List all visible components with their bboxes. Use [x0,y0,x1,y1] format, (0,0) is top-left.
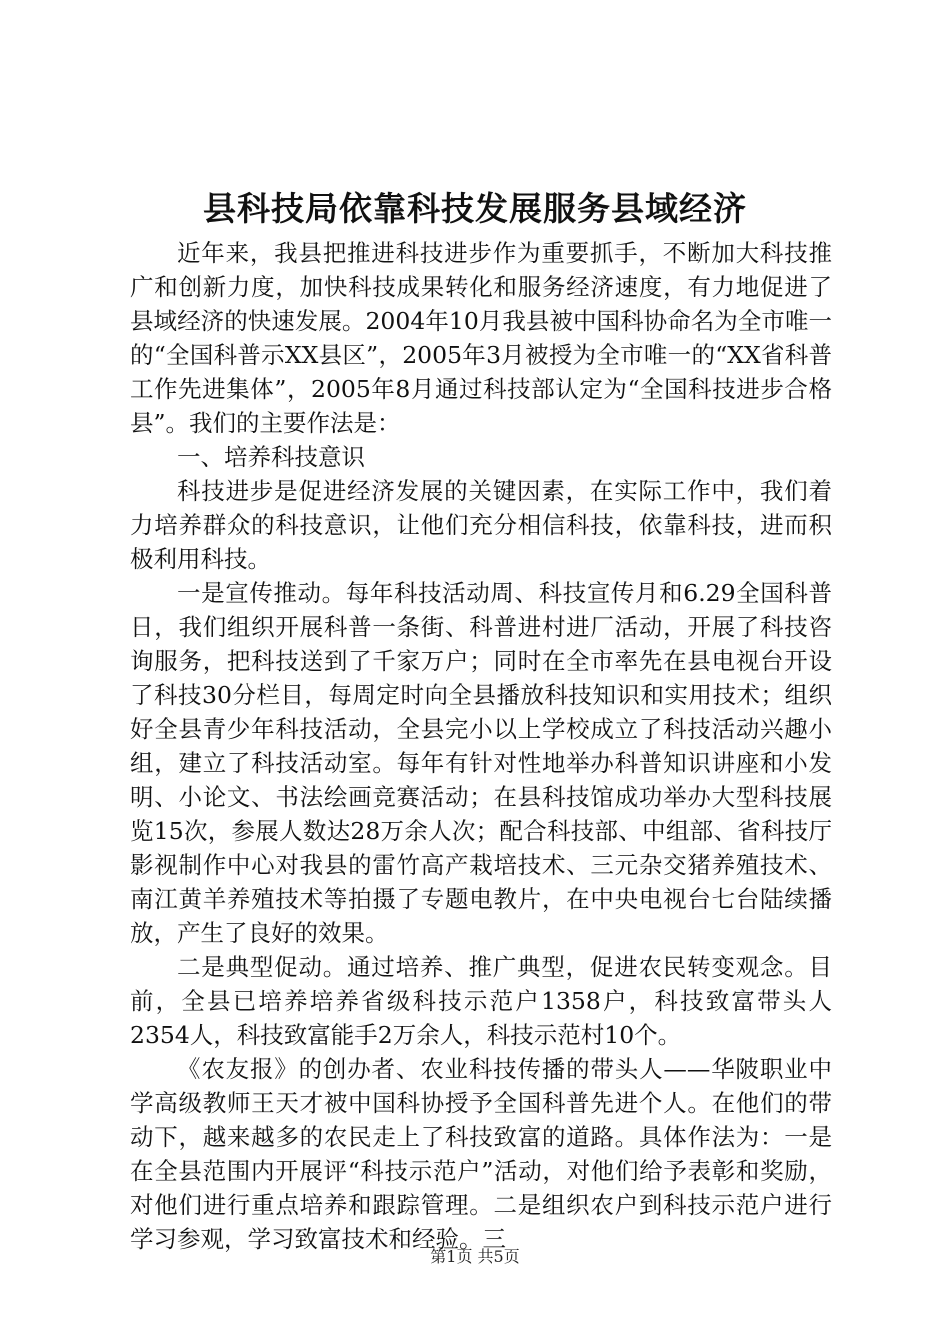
paragraph: 科技进步是促进经济发展的关键因素，在实际工作中，我们着力培养群众的科技意识，让他们充分相信科技，依靠科技，进而积极利用科技。 [130,477,832,573]
page-number-footer: 第1页 共5页 [430,1247,520,1266]
paragraph-intro: 近年来，我县把推进科技进步作为重要抓手，不断加大科技推广和创新力度，加快科技成果转化和服务经济速度，有力地促进了县域经济的快速发展。2004年10月我县被中国科协命名为全市唯一的“全国科普示XX县区”，2005年3月被授为全市唯一的“XX省科普工作先进集体”，2005年8月通过科技部认定为“全国科技进步合格县”。我们的主要作法是： [130,239,832,437]
document-body [130,236,832,1256]
section-heading: 一、培养科技意识 [177,443,365,471]
paragraph: 一是宣传推动。每年科技活动周、科技宣传月和6.29全国科普日，我们组织开展科普一条街、科普进村进厂活动，开展了科技咨询服务，把科技送到了千家万户；同时在全市率先在县电视台开设了科技30分栏目，每周定时向全县播放科技知识和实用技术；组织好全县青少年科技活动，全县完小以上学校成立了科技活动兴趣小组，建立了科技活动室。每年有针对性地举办科普知识讲座和小发明、小论文、书法绘画竞赛活动；在县科技馆成功举办大型科技展览15次，参展人数达28万余人次；配合科技部、中组部、省科技厅影视制作中心对我县的雷竹高产栽培技术、三元杂交猪养殖技术、南江黄羊养殖技术等拍摄了专题电教片，在中央电视台七台陆续播放，产生了良好的效果。 [130,579,832,947]
paragraph: 二是典型促动。通过培养、推广典型，促进农民转变观念。目前，全县已培养培养省级科技示范户1358户，科技致富带头人2354人，科技致富能手2万余人，科技示范村10个。 [130,953,832,1049]
paragraph: 《农友报》的创办者、农业科技传播的带头人——华陂职业中学高级教师王天才被中国科协授予全国科普先进个人。在他们的带动下，越来越多的农民走上了科技致富的道路。具体作法为：一是在全县范围内开展评“科技示范户”活动，对他们给予表彰和奖励，对他们进行重点培养和跟踪管理。二是组织农户到科技示范户进行学习参观，学习致富技术和经验。三 [130,1055,832,1253]
document-title: 县科技局依靠科技发展服务县域经济 [203,189,747,228]
